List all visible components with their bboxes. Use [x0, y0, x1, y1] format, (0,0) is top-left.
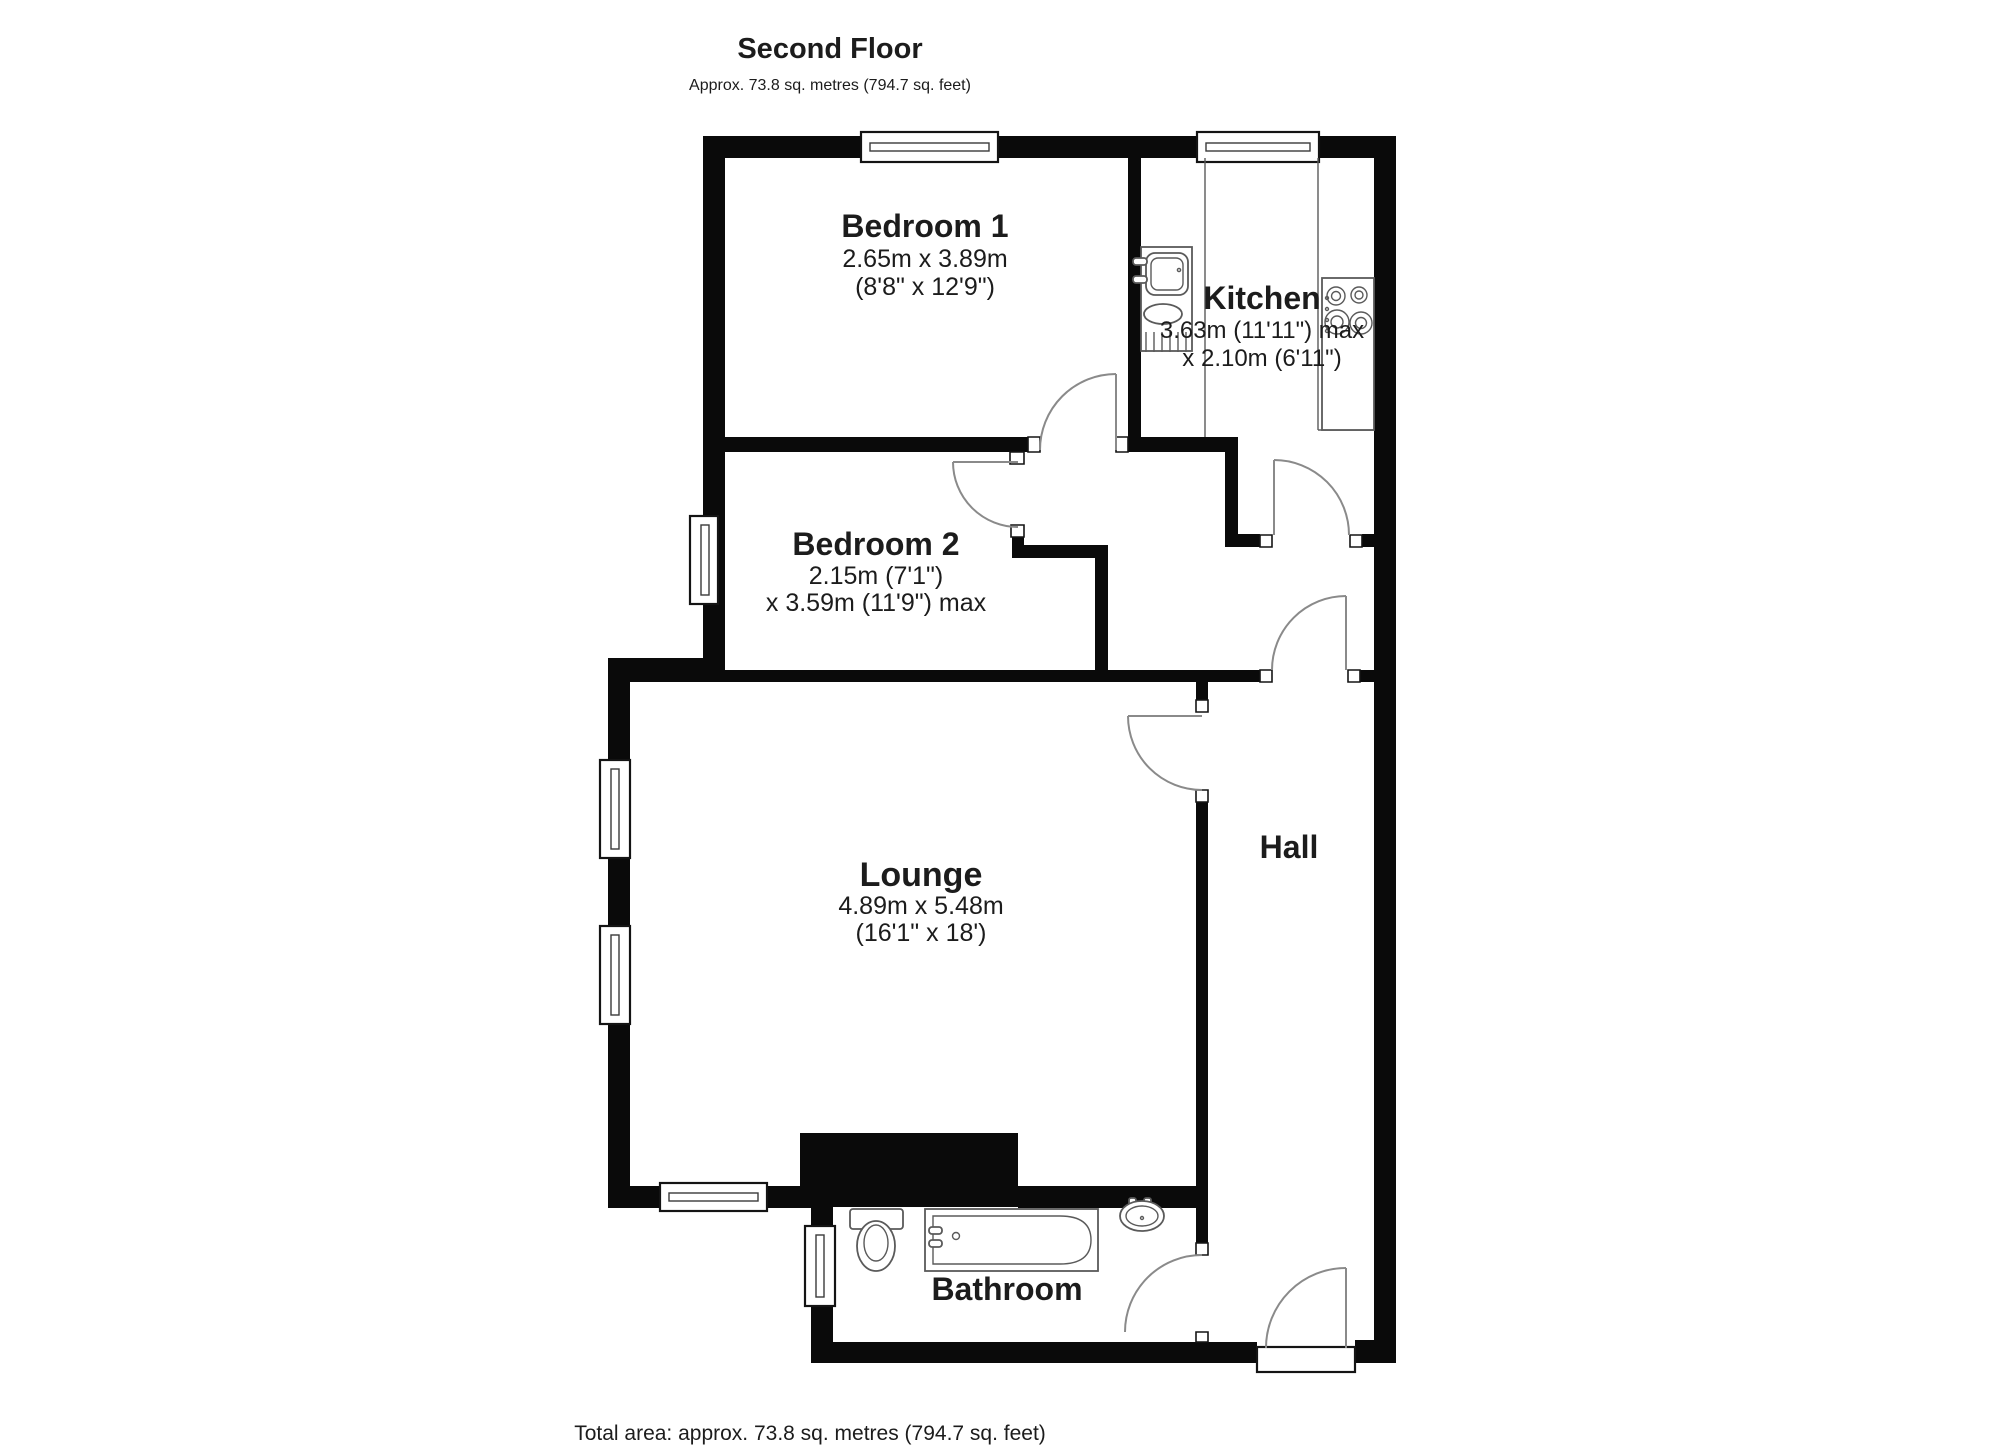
front-door-threshold — [1257, 1347, 1355, 1372]
window-bathroom — [805, 1226, 835, 1306]
hall-label: Hall — [1259, 829, 1319, 865]
page-title: Second Floor — [737, 33, 923, 65]
window-bedroom1 — [861, 132, 998, 162]
window-lounge-lower — [600, 926, 630, 1024]
bedroom2-name: Bedroom 2 — [792, 526, 960, 562]
window-kitchen — [1197, 132, 1319, 162]
lounge-dim-imperial: (16'1" x 18') — [855, 919, 987, 947]
bedroom1-name: Bedroom 1 — [841, 208, 1009, 244]
window-bedroom2 — [690, 516, 718, 604]
lounge-label — [838, 856, 1003, 947]
bedroom1-dim-imperial: (8'8" x 12'9") — [855, 273, 995, 301]
lounge-dim-metric: 4.89m x 5.48m — [838, 892, 1004, 920]
bathtub-icon — [925, 1209, 1098, 1271]
lounge-name: Lounge — [859, 856, 983, 894]
bedroom1-dim-metric: 2.65m x 3.89m — [842, 245, 1008, 273]
kitchen-dim-metric: 3.63m (11'11") max — [1159, 317, 1365, 344]
bedroom2-label — [766, 526, 987, 617]
window-lounge-upper — [600, 760, 630, 858]
window-lounge-bottom — [660, 1183, 767, 1211]
bedroom2-dim-imperial: x 3.59m (11'9") max — [765, 589, 987, 617]
bedroom2-dim-metric: 2.15m (7'1") — [808, 562, 944, 590]
page-subtitle: Approx. 73.8 sq. metres (794.7 sq. feet) — [689, 77, 971, 94]
bathroom-label: Bathroom — [931, 1271, 1083, 1307]
bedroom1-label — [841, 208, 1008, 301]
kitchen-name: Kitchen — [1203, 280, 1321, 316]
total-area-footer: Total area: approx. 73.8 sq. metres (794.7 sq. feet) — [574, 1422, 1046, 1445]
kitchen-dim-imperial: x 2.10m (6'11") — [1182, 345, 1342, 372]
toilet-icon — [850, 1209, 903, 1271]
